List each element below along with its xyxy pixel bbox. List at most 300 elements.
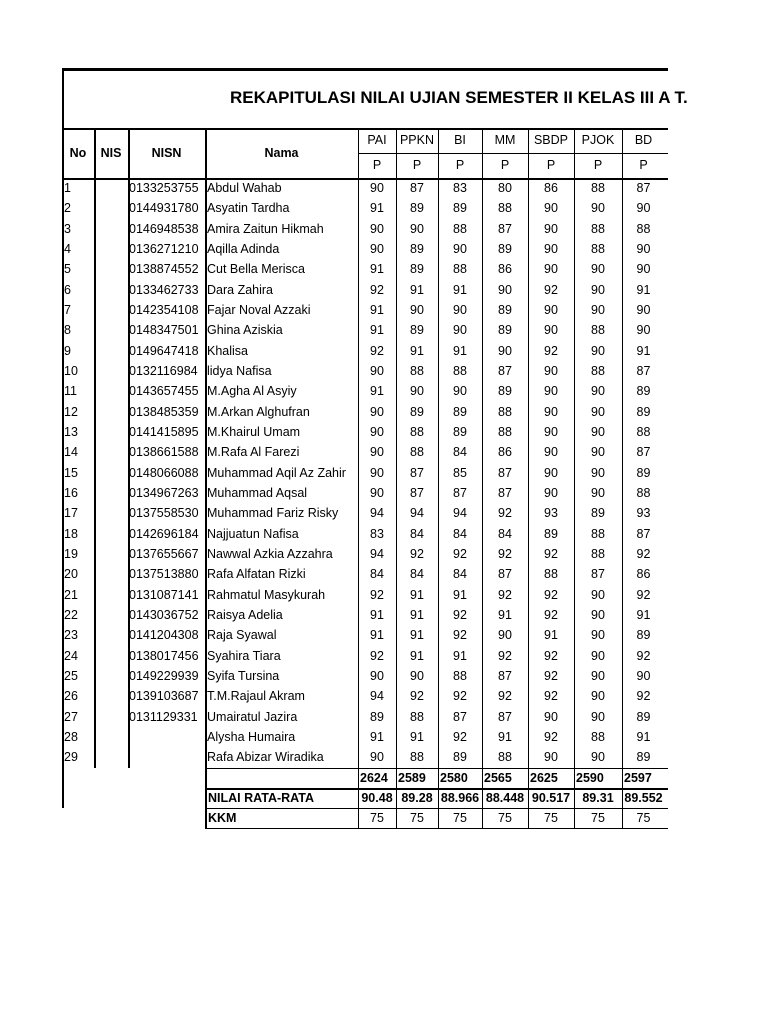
row-score: 86 <box>498 262 512 277</box>
row-nisn: 0138874552 <box>129 262 199 277</box>
row-score: 84 <box>453 567 467 582</box>
row-score: 90 <box>453 302 467 317</box>
average-value: 90.517 <box>531 791 571 805</box>
row-score: 90 <box>410 668 424 683</box>
row-nisn: 0141415895 <box>129 424 199 439</box>
row-score: 94 <box>453 506 467 521</box>
row-score: 90 <box>544 404 558 419</box>
row-score: 88 <box>636 485 651 500</box>
row-score: 89 <box>498 323 512 338</box>
row-score: 90 <box>591 709 605 724</box>
row-student-name: Syahira Tiara <box>207 648 281 663</box>
row-score: 91 <box>453 282 467 297</box>
row-nisn: 0137513880 <box>129 567 199 582</box>
row-student-name: Raisya Adelia <box>207 607 283 622</box>
row-score: 87 <box>453 485 467 500</box>
row-number: 23 <box>64 628 78 643</box>
row-number: 22 <box>64 607 78 622</box>
row-score: 90 <box>544 262 558 277</box>
row-score: 88 <box>498 201 512 216</box>
row-score: 86 <box>498 445 512 460</box>
row-score: 89 <box>636 465 651 480</box>
row-nisn: 0138017456 <box>129 648 199 663</box>
row-score: 91 <box>410 343 424 358</box>
row-number: 2 <box>64 201 71 216</box>
row-score: 90 <box>636 201 651 216</box>
total-value: 2589 <box>398 771 426 785</box>
row-score: 88 <box>636 424 651 439</box>
row-number: 13 <box>64 424 78 439</box>
row-score: 87 <box>410 485 424 500</box>
column-subheader-p: P <box>500 158 510 172</box>
row-score: 90 <box>370 750 384 765</box>
row-score: 90 <box>544 384 558 399</box>
row-number: 8 <box>64 323 71 338</box>
row-score: 90 <box>591 485 605 500</box>
row-score: 89 <box>410 201 424 216</box>
kkm-value: 75 <box>636 811 651 825</box>
row-score: 90 <box>498 282 512 297</box>
row-score: 88 <box>410 445 424 460</box>
row-score: 87 <box>410 181 424 195</box>
row-score: 89 <box>544 526 558 541</box>
row-score: 88 <box>498 404 512 419</box>
total-value: 2565 <box>484 771 512 785</box>
row-score: 92 <box>544 546 558 561</box>
row-score: 90 <box>636 323 651 338</box>
row-score: 90 <box>591 282 605 297</box>
row-score: 91 <box>544 628 558 643</box>
row-score: 90 <box>591 750 605 765</box>
row-student-name: Fajar Noval Azzaki <box>207 302 311 317</box>
row-score: 91 <box>410 587 424 602</box>
row-score: 92 <box>544 607 558 622</box>
column-header-subject: PPKN <box>399 133 435 147</box>
row-score: 90 <box>544 363 558 378</box>
row-score: 92 <box>453 628 467 643</box>
row-score: 88 <box>591 241 605 256</box>
row-student-name: Muhammad Fariz Risky <box>207 506 339 521</box>
row-nisn: 0137558530 <box>129 506 199 521</box>
row-student-name: T.M.Rajaul Akram <box>207 689 305 704</box>
row-score: 88 <box>410 750 424 765</box>
row-student-name: Aqilla Adinda <box>207 241 280 256</box>
row-score: 89 <box>498 384 512 399</box>
row-student-name: Abdul Wahab <box>207 181 282 195</box>
row-score: 84 <box>370 567 384 582</box>
row-student-name: Amira Zaitun Hikmah <box>207 221 324 236</box>
kkm-value: 75 <box>370 811 384 825</box>
row-number: 5 <box>64 262 71 277</box>
row-number: 26 <box>64 689 78 704</box>
row-score: 89 <box>453 201 467 216</box>
row-score: 88 <box>498 750 512 765</box>
row-score: 92 <box>370 343 384 358</box>
row-score: 90 <box>544 323 558 338</box>
row-number: 24 <box>64 648 78 663</box>
row-student-name: Ghina Aziskia <box>207 323 283 338</box>
row-score: 94 <box>370 506 384 521</box>
row-student-name: Rafa Abizar Wiradika <box>207 750 324 765</box>
average-value: 89.552 <box>624 791 663 805</box>
sheet-title: REKAPITULASI NILAI UJIAN SEMESTER II KELAS III A T. <box>230 88 688 107</box>
kkm-value: 75 <box>591 811 605 825</box>
row-score: 92 <box>544 648 558 663</box>
row-number: 27 <box>64 709 78 724</box>
kkm-value: 75 <box>410 811 424 825</box>
kkm-value: 75 <box>544 811 558 825</box>
row-score: 88 <box>636 221 651 236</box>
row-score: 87 <box>498 221 512 236</box>
row-student-name: Dara Zahira <box>207 282 273 297</box>
column-header-no: No <box>69 146 87 160</box>
row-score: 90 <box>591 384 605 399</box>
row-score: 90 <box>544 221 558 236</box>
row-score: 88 <box>453 221 467 236</box>
row-score: 87 <box>636 363 651 378</box>
column-subheader-p: P <box>546 158 556 172</box>
row-score: 88 <box>591 181 605 195</box>
kkm-value: 75 <box>453 811 467 825</box>
row-number: 12 <box>64 404 78 419</box>
row-score: 91 <box>453 587 467 602</box>
row-number: 4 <box>64 241 71 256</box>
row-score: 88 <box>591 363 605 378</box>
row-score: 91 <box>410 648 424 663</box>
row-nisn: 0131129331 <box>129 709 198 724</box>
row-score: 92 <box>544 343 558 358</box>
row-nisn: 0142696184 <box>129 526 199 541</box>
row-number: 16 <box>64 485 78 500</box>
row-nisn: 0139103687 <box>129 689 199 704</box>
row-score: 90 <box>498 628 512 643</box>
row-score: 91 <box>370 607 384 622</box>
row-number: 15 <box>64 465 78 480</box>
row-score: 89 <box>636 628 651 643</box>
row-score: 94 <box>370 689 384 704</box>
row-score: 90 <box>544 445 558 460</box>
row-nisn: 0138485359 <box>129 404 199 419</box>
average-label: NILAI RATA-RATA <box>208 791 314 805</box>
row-score: 90 <box>370 363 384 378</box>
row-score: 91 <box>370 262 384 277</box>
row-score: 94 <box>370 546 384 561</box>
kkm-value: 75 <box>498 811 512 825</box>
row-score: 92 <box>453 689 467 704</box>
row-score: 92 <box>498 506 512 521</box>
row-score: 83 <box>453 181 467 195</box>
row-score: 89 <box>410 241 424 256</box>
row-nisn: 0141204308 <box>129 628 199 643</box>
row-score: 90 <box>370 181 384 195</box>
row-score: 84 <box>453 445 467 460</box>
row-number: 18 <box>64 526 78 541</box>
row-number: 21 <box>64 587 78 602</box>
row-score: 90 <box>591 587 605 602</box>
row-score: 90 <box>591 689 605 704</box>
row-score: 91 <box>370 323 384 338</box>
row-nisn <box>128 727 206 747</box>
column-header-subject: SBDP <box>533 133 569 147</box>
row-score: 90 <box>544 241 558 256</box>
row-score: 89 <box>498 241 512 256</box>
column-header-subject: BD <box>634 133 653 147</box>
row-nisn: 0133253755 <box>129 181 199 195</box>
row-score: 91 <box>498 607 512 622</box>
row-score: 91 <box>410 282 424 297</box>
row-nisn: 0138661588 <box>129 445 199 460</box>
row-nisn: 0148347501 <box>129 323 199 338</box>
row-score: 87 <box>498 668 512 683</box>
row-score: 91 <box>410 628 424 643</box>
row-score: 91 <box>636 343 651 358</box>
row-score: 87 <box>410 465 424 480</box>
average-value: 88.966 <box>440 791 480 805</box>
row-score: 90 <box>370 465 384 480</box>
row-score: 90 <box>370 424 384 439</box>
row-score: 84 <box>453 526 467 541</box>
row-nisn: 0133462733 <box>129 282 199 297</box>
average-value: 90.48 <box>361 791 393 805</box>
row-student-name: Raja Syawal <box>207 628 277 643</box>
row-student-name: M.Khairul Umam <box>207 424 301 439</box>
row-score: 92 <box>544 689 558 704</box>
row-score: 90 <box>453 241 467 256</box>
column-header-nama: Nama <box>264 146 299 160</box>
row-score: 91 <box>410 729 424 744</box>
row-nisn: 0134967263 <box>129 485 199 500</box>
row-student-name: Muhammad Aqsal <box>207 485 308 500</box>
row-number: 17 <box>64 506 78 521</box>
column-header-subject: BI <box>454 133 466 147</box>
row-score: 87 <box>591 567 605 582</box>
row-score: 90 <box>544 201 558 216</box>
row-score: 80 <box>498 181 512 195</box>
row-score: 88 <box>591 221 605 236</box>
row-student-name: Asyatin Tardha <box>207 201 290 216</box>
row-score: 88 <box>591 323 605 338</box>
row-score: 89 <box>410 404 424 419</box>
row-score: 92 <box>498 689 512 704</box>
row-score: 89 <box>636 384 651 399</box>
average-value: 89.28 <box>401 791 433 805</box>
row-score: 84 <box>498 526 512 541</box>
row-student-name: Najjuatun Nafisa <box>207 526 299 541</box>
row-score: 92 <box>636 546 651 561</box>
row-score: 90 <box>591 201 605 216</box>
row-score: 90 <box>591 628 605 643</box>
row-score: 91 <box>370 384 384 399</box>
row-score: 90 <box>453 384 467 399</box>
row-score: 83 <box>370 526 384 541</box>
row-score: 90 <box>544 750 558 765</box>
row-score: 87 <box>636 181 651 195</box>
row-score: 88 <box>591 729 605 744</box>
row-score: 89 <box>370 709 384 724</box>
row-score: 87 <box>453 709 467 724</box>
table-top-border <box>62 68 668 71</box>
row-score: 92 <box>544 587 558 602</box>
row-score: 90 <box>591 607 605 622</box>
row-score: 91 <box>498 729 512 744</box>
row-score: 90 <box>370 221 384 236</box>
row-score: 92 <box>636 587 651 602</box>
row-student-name: Rahmatul Masykurah <box>207 587 326 602</box>
row-score: 86 <box>636 567 651 582</box>
row-score: 91 <box>636 282 651 297</box>
row-nisn: 0149229939 <box>129 668 199 683</box>
row-number: 11 <box>64 384 77 399</box>
average-value: 88.448 <box>485 791 525 805</box>
row-score: 88 <box>453 363 467 378</box>
row-score: 91 <box>453 343 467 358</box>
row-number: 14 <box>64 445 78 460</box>
row-number: 9 <box>64 343 71 358</box>
row-score: 92 <box>453 729 467 744</box>
column-header-subject: MM <box>494 133 516 147</box>
row-score: 88 <box>591 526 605 541</box>
row-number: 3 <box>64 221 71 236</box>
total-value: 2580 <box>440 771 468 785</box>
row-score: 89 <box>453 750 467 765</box>
row-score: 90 <box>453 323 467 338</box>
column-subheader-p: P <box>593 158 603 172</box>
column-subheader-p: P <box>455 158 465 172</box>
row-nisn: 0143657455 <box>129 384 199 399</box>
row-score: 87 <box>498 465 512 480</box>
row-score: 93 <box>636 506 651 521</box>
row-score: 90 <box>498 343 512 358</box>
total-value: 2597 <box>624 771 652 785</box>
row-score: 86 <box>544 181 558 195</box>
row-score: 88 <box>453 262 467 277</box>
row-score: 90 <box>370 668 384 683</box>
row-score: 84 <box>410 526 424 541</box>
row-score: 88 <box>498 424 512 439</box>
row-student-name: M.Agha Al Asyiy <box>207 384 297 399</box>
row-score: 88 <box>410 363 424 378</box>
column-header-nisn: NISN <box>151 146 182 160</box>
column-header-subject: PAI <box>367 133 387 147</box>
row-score: 87 <box>636 445 651 460</box>
row-score: 92 <box>410 689 424 704</box>
row-score: 89 <box>410 262 424 277</box>
column-subheader-p: P <box>372 158 382 172</box>
row-score: 89 <box>636 404 651 419</box>
row-score: 92 <box>370 587 384 602</box>
row-score: 92 <box>370 282 384 297</box>
row-number: 1 <box>64 181 71 195</box>
row-score: 87 <box>636 526 651 541</box>
column-subheader-p: P <box>412 158 422 172</box>
average-value: 89.31 <box>582 791 614 805</box>
row-score: 92 <box>370 648 384 663</box>
row-nisn: 0143036752 <box>129 607 199 622</box>
row-student-name: Syifa Tursina <box>207 668 280 683</box>
row-score: 91 <box>453 648 467 663</box>
row-nisn <box>128 747 206 767</box>
kkm-label: KKM <box>208 811 237 825</box>
row-nisn: 0149647418 <box>129 343 199 358</box>
row-nisn: 0142354108 <box>129 302 199 317</box>
row-score: 89 <box>410 323 424 338</box>
total-value: 2624 <box>360 771 388 785</box>
row-score: 90 <box>370 404 384 419</box>
row-nisn: 0148066088 <box>129 465 199 480</box>
row-number: 20 <box>64 567 78 582</box>
row-score: 90 <box>591 445 605 460</box>
row-score: 89 <box>498 302 512 317</box>
row-score: 91 <box>370 628 384 643</box>
row-score: 93 <box>544 506 558 521</box>
row-student-name: M.Arkan Alghufran <box>207 404 310 419</box>
row-nisn: 0131087141 <box>129 587 199 602</box>
row-score: 91 <box>370 729 384 744</box>
row-score: 88 <box>410 709 424 724</box>
row-student-name: Muhammad Aqil Az Zahir <box>207 465 346 480</box>
row-score: 90 <box>544 709 558 724</box>
row-score: 92 <box>498 587 512 602</box>
row-score: 90 <box>370 241 384 256</box>
row-score: 90 <box>636 302 651 317</box>
row-score: 90 <box>544 302 558 317</box>
row-score: 92 <box>544 729 558 744</box>
row-student-name: Alysha Humaira <box>207 729 296 744</box>
column-header-nis: NIS <box>100 146 122 160</box>
row-score: 90 <box>591 404 605 419</box>
row-score: 92 <box>498 648 512 663</box>
row-score: 90 <box>410 221 424 236</box>
row-score: 90 <box>591 343 605 358</box>
row-score: 84 <box>410 567 424 582</box>
row-score: 90 <box>410 302 424 317</box>
row-nisn: 0137655667 <box>129 546 199 561</box>
row-score: 90 <box>370 485 384 500</box>
row-number: 28 <box>64 729 78 744</box>
column-subheader-p: P <box>639 158 648 172</box>
row-score: 89 <box>453 424 467 439</box>
row-nisn: 0132116984 <box>129 363 198 378</box>
row-score: 87 <box>498 485 512 500</box>
row-nisn: 0136271210 <box>129 241 199 256</box>
row-score: 92 <box>636 689 651 704</box>
row-score: 91 <box>636 729 651 744</box>
row-number: 10 <box>64 363 78 378</box>
row-number: 6 <box>64 282 71 297</box>
row-score: 90 <box>370 445 384 460</box>
table-bottom-border <box>205 828 668 829</box>
row-student-name: Khalisa <box>207 343 248 358</box>
row-score: 91 <box>370 302 384 317</box>
row-score: 88 <box>453 668 467 683</box>
row-score: 94 <box>410 506 424 521</box>
row-score: 92 <box>544 282 558 297</box>
row-number: 25 <box>64 668 78 683</box>
total-value: 2625 <box>530 771 558 785</box>
column-header-subject: PJOK <box>581 133 615 147</box>
row-score: 92 <box>410 546 424 561</box>
row-score: 87 <box>498 567 512 582</box>
row-score: 89 <box>636 750 651 765</box>
row-score: 92 <box>544 668 558 683</box>
row-score: 89 <box>636 709 651 724</box>
row-score: 92 <box>498 546 512 561</box>
row-score: 90 <box>591 424 605 439</box>
row-score: 91 <box>636 607 651 622</box>
row-score: 90 <box>591 465 605 480</box>
row-score: 92 <box>636 648 651 663</box>
row-score: 91 <box>370 201 384 216</box>
